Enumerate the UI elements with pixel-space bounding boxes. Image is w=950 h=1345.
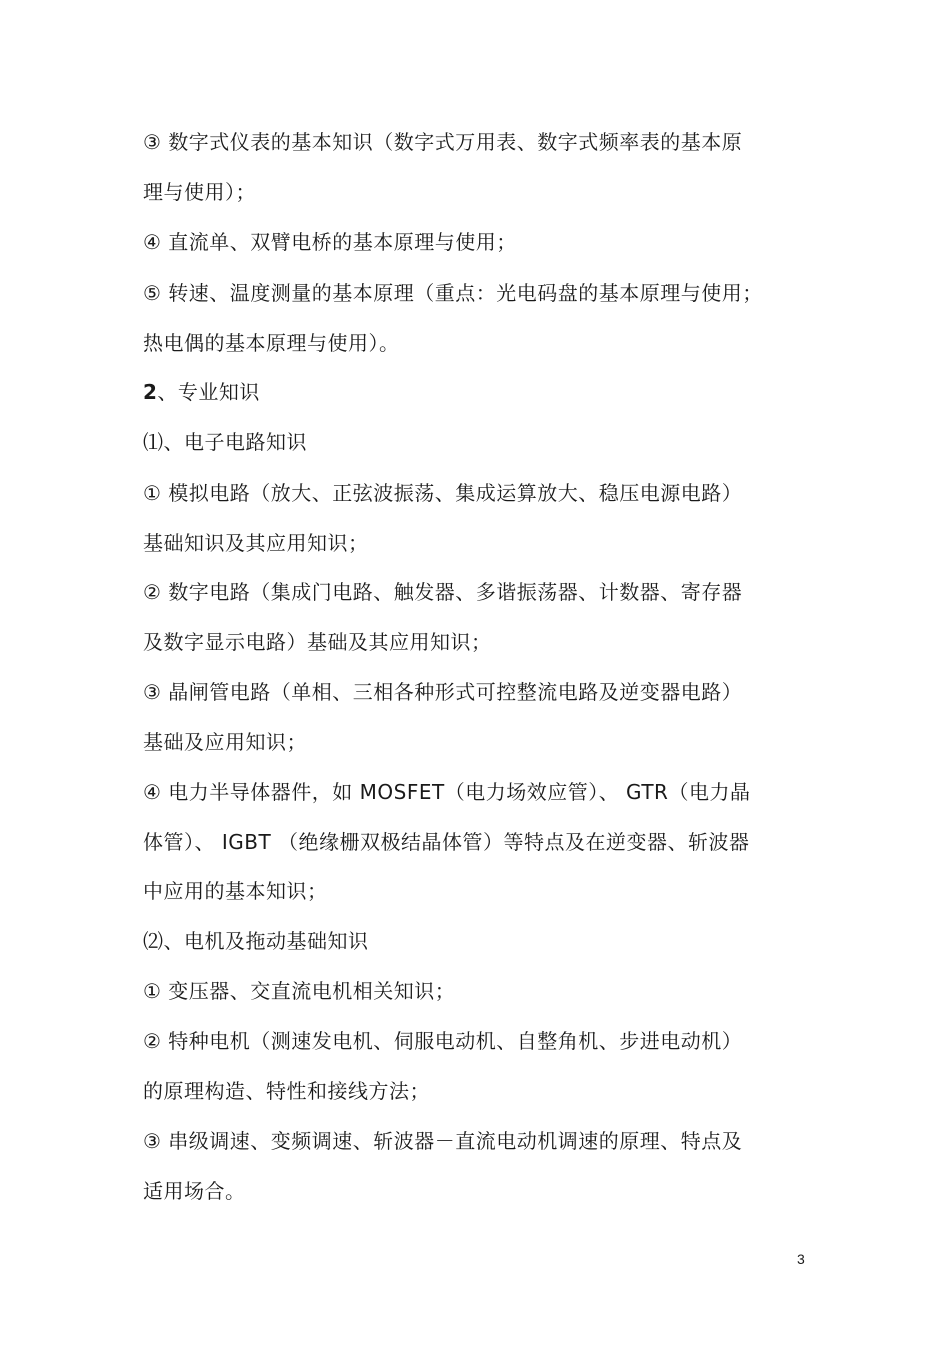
text-line-9: 基础知识及其应用知识； xyxy=(143,531,369,555)
text-line-13: 基础及应用知识； xyxy=(143,730,307,754)
text-line-20: 的原理构造、特性和接线方法； xyxy=(143,1079,430,1103)
text-line-8: ① 模拟电路（放大、正弦波振荡、集成运算放大、稳压电源电路） xyxy=(143,481,743,505)
section-number: 2 xyxy=(143,380,158,404)
text-line-18: ① 变压器、交直流电机相关知识； xyxy=(143,979,456,1003)
text-line-4: ⑤ 转速、温度测量的基本原理（重点：光电码盘的基本原理与使用； xyxy=(143,281,763,305)
section-heading xyxy=(143,380,260,404)
text-line-2: 理与使用）； xyxy=(143,180,256,204)
text-line-3: ④ 直流单、双臂电桥的基本原理与使用； xyxy=(143,230,517,254)
text-line-22: 适用场合。 xyxy=(143,1179,246,1203)
text-line-11: 及数字显示电路）基础及其应用知识； xyxy=(143,630,492,654)
text-line-19: ② 特种电机（测速发电机、伺服电动机、自整角机、步进电动机） xyxy=(143,1029,743,1053)
text-line-5: 热电偶的基本原理与使用）。 xyxy=(143,331,400,355)
text-line-10: ② 数字电路（集成门电路、触发器、多谐振荡器、计数器、寄存器 xyxy=(143,580,743,604)
section-title: 、专业知识 xyxy=(157,380,260,404)
text-line-15: 体管）、 IGBT （绝缘栅双极结晶体管）等特点及在逆变器、斩波器 xyxy=(143,830,750,854)
text-line-1: ③ 数字式仪表的基本知识（数字式万用表、数字式频率表的基本原 xyxy=(143,130,743,154)
subsection-heading-2: ⑵、电机及拖动基础知识 xyxy=(143,929,369,953)
text-line-21: ③ 串级调速、变频调速、斩波器－直流电动机调速的原理、特点及 xyxy=(143,1129,743,1153)
text-line-14: ④ 电力半导体器件，如 MOSFET（电力场效应管）、 GTR（电力晶 xyxy=(143,780,751,804)
subsection-heading-1: ⑴、电子电路知识 xyxy=(143,430,307,454)
text-line-12: ③ 晶闸管电路（单相、三相各种形式可控整流电路及逆变器电路） xyxy=(143,680,743,704)
text-line-16: 中应用的基本知识； xyxy=(143,879,328,903)
page-number: 3 xyxy=(797,1251,805,1267)
